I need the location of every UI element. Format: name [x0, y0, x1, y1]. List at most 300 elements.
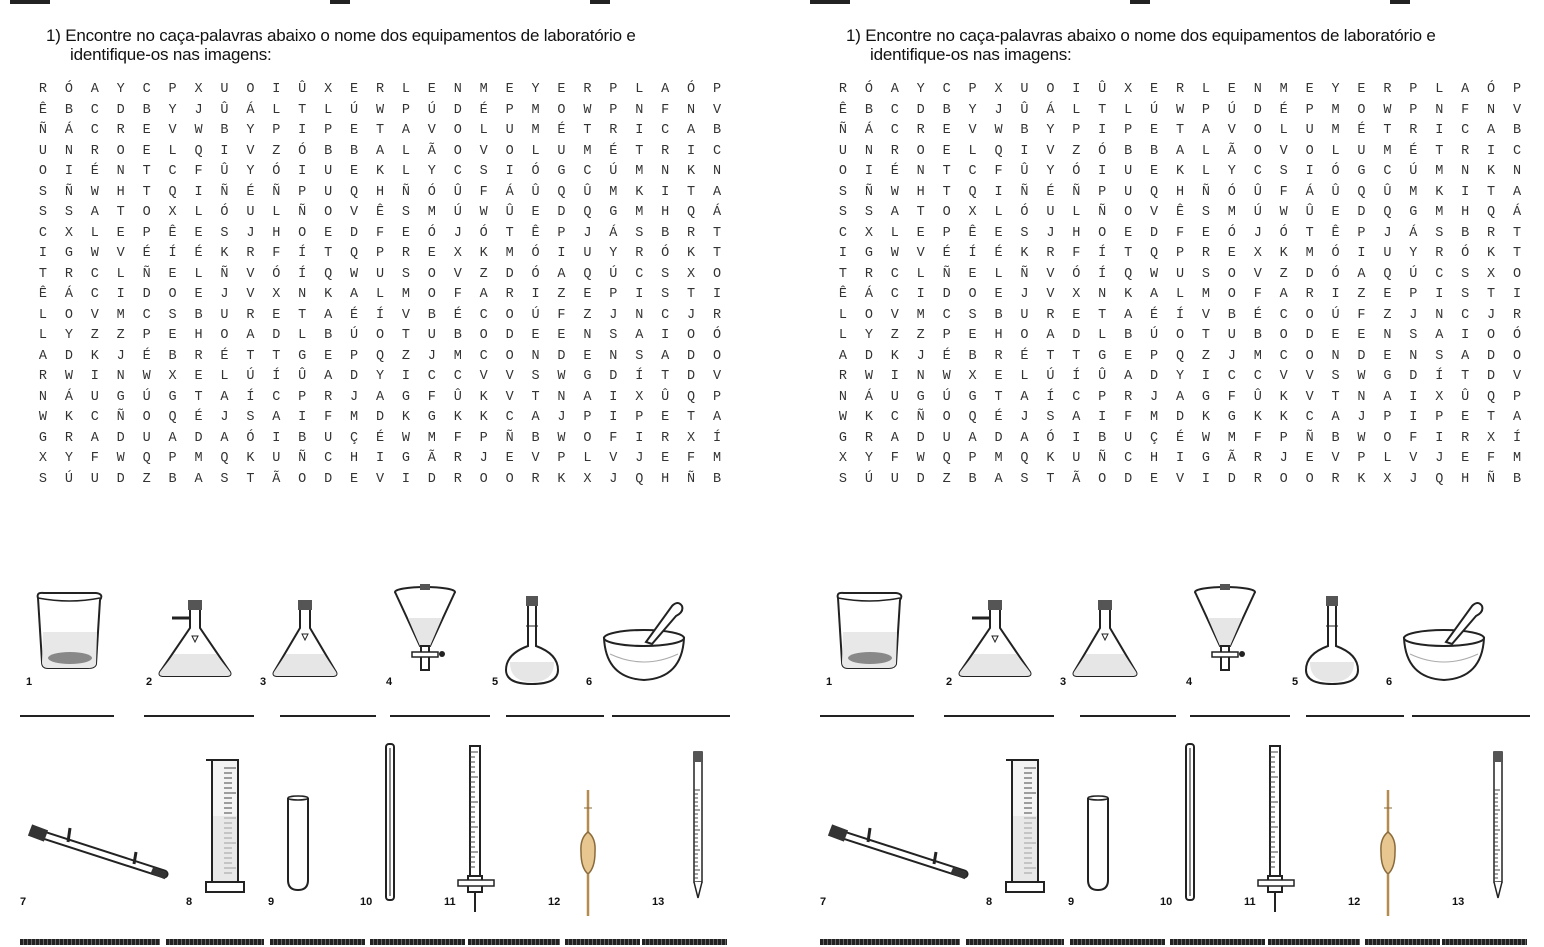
grid-letter: M — [427, 205, 436, 220]
grid-letter: L — [635, 82, 644, 97]
grid-letter: L — [1098, 328, 1107, 343]
grid-letter: O — [505, 143, 514, 159]
grid-letter: E — [116, 225, 125, 241]
grid-letter: D — [1253, 102, 1262, 118]
grid-letter: T — [916, 205, 925, 220]
grid-letter: X — [1383, 471, 1392, 487]
grid-letter: X — [1487, 430, 1496, 446]
separatory-funnel-icon — [1190, 584, 1260, 674]
grid-letter: D — [375, 410, 385, 425]
grid-letter: J — [609, 307, 618, 323]
grid-letter: K — [1175, 164, 1185, 179]
grid-letter: O — [1279, 471, 1288, 487]
grid-letter: Q — [994, 143, 1003, 159]
grid-letter: P — [1357, 451, 1366, 466]
grid-letter: Q — [1124, 266, 1133, 282]
grid-letter: U — [142, 430, 151, 446]
grid-letter: N — [916, 164, 925, 179]
grid-letter: W — [116, 451, 125, 466]
grid-letter: M — [1253, 348, 1262, 364]
grid-letter: M — [350, 410, 359, 425]
grid-letter: V — [1305, 369, 1314, 384]
grid-letter: G — [427, 410, 436, 425]
grid-letter: T — [531, 389, 540, 405]
grid-letter: C — [479, 348, 488, 364]
grid-letter: V — [116, 246, 125, 261]
grid-letter: Ú — [1150, 102, 1159, 118]
grid-letter: H — [1072, 225, 1081, 241]
grid-letter: D — [272, 328, 281, 343]
grid-letter: D — [64, 348, 73, 364]
grid-letter: Ê — [968, 225, 977, 241]
grid-letter: Ñ — [864, 184, 873, 200]
grid-letter: Û — [453, 389, 462, 405]
grid-letter: S — [661, 287, 670, 302]
grid-letter: T — [712, 246, 722, 261]
grid-letter: T — [942, 164, 951, 179]
grid-letter: X — [968, 205, 977, 220]
grid-letter: R — [864, 430, 873, 446]
grid-letter: O — [712, 266, 722, 282]
grid-letter: C — [890, 266, 899, 282]
grid-letter: Á — [864, 123, 873, 138]
grid-letter: V — [479, 369, 488, 384]
grid-letter: N — [1512, 164, 1522, 179]
grid-letter: Ó — [1046, 430, 1055, 446]
grid-letter: D — [1487, 348, 1496, 364]
grid-letter: J — [1150, 389, 1159, 405]
grid-letter: U — [1124, 184, 1133, 200]
grid-letter: D — [557, 205, 566, 220]
figure-number: 7 — [20, 896, 27, 908]
grid-letter: R — [609, 123, 618, 138]
grid-letter: I — [1512, 287, 1522, 302]
grid-letter: S — [220, 471, 229, 487]
grid-letter: A — [1201, 123, 1210, 138]
answer-line — [1170, 939, 1265, 945]
grid-letter: D — [505, 266, 514, 282]
grid-letter: L — [1175, 287, 1185, 302]
grid-letter: A — [1046, 328, 1055, 343]
grid-letter: K — [64, 410, 73, 425]
grid-letter: U — [942, 430, 951, 446]
figures-row-1 — [20, 580, 740, 690]
grid-letter: M — [194, 451, 203, 466]
grid-letter: É — [994, 246, 1003, 261]
grid-letter: A — [1124, 307, 1133, 323]
grid-letter: M — [505, 246, 514, 261]
grid-letter: M — [1512, 451, 1522, 466]
grid-letter: S — [838, 471, 848, 487]
grid-letter: O — [1512, 348, 1522, 364]
grid-letter: Ó — [661, 246, 670, 261]
grid-letter: Z — [1357, 287, 1366, 302]
grid-letter: Q — [350, 246, 359, 261]
grid-letter: Ó — [1072, 164, 1081, 179]
grid-letter: Q — [350, 184, 359, 200]
grid-letter: D — [194, 430, 203, 446]
figure-number: 10 — [1160, 896, 1173, 908]
figure-number: 13 — [1452, 896, 1465, 908]
grid-letter: K — [1020, 246, 1029, 261]
grid-letter: K — [890, 348, 899, 364]
grid-letter: F — [453, 430, 462, 446]
grid-letter: Ú — [1227, 102, 1236, 118]
figure-number: 6 — [586, 676, 593, 688]
word-search-grid — [30, 80, 730, 490]
grid-letter: Ú — [1409, 164, 1418, 179]
grid-letter: V — [350, 205, 359, 220]
grid-letter: U — [1175, 266, 1185, 282]
grid-letter: Û — [1020, 164, 1029, 179]
grid-letter: I — [1098, 123, 1107, 138]
grid-letter: T — [142, 164, 151, 179]
grid-letter: Û — [220, 102, 229, 118]
grid-letter: Z — [890, 328, 899, 343]
grid-letter: U — [505, 123, 514, 138]
grid-letter: V — [479, 143, 488, 159]
grid-letter: Ñ — [1020, 266, 1029, 282]
grid-letter: C — [968, 164, 977, 179]
grid-letter: F — [427, 389, 436, 405]
grid-letter: M — [1331, 123, 1340, 138]
grid-letter: O — [1227, 287, 1236, 302]
grid-letter: Y — [168, 102, 177, 118]
figure-number: 10 — [360, 896, 373, 908]
grid-letter: Ó — [1331, 164, 1340, 179]
question-line-2: identifique-os nas imagens: — [70, 45, 272, 64]
grid-letter: C — [942, 82, 951, 97]
grid-letter: D — [557, 348, 566, 364]
grid-letter: F — [1461, 102, 1470, 118]
grid-letter: Í — [298, 246, 307, 261]
grid-letter: V — [401, 307, 410, 323]
grid-letter: E — [350, 82, 359, 97]
grid-letter: Ú — [1409, 266, 1418, 282]
grid-letter: N — [1487, 102, 1496, 118]
grid-letter: Á — [1046, 102, 1055, 118]
grid-letter: Ê — [38, 102, 48, 118]
grid-letter: M — [427, 430, 436, 446]
grid-letter: É — [194, 246, 203, 261]
grid-letter: R — [38, 369, 48, 384]
grid-letter: E — [142, 143, 151, 159]
grid-letter: N — [116, 164, 125, 179]
grid-letter: P — [401, 102, 410, 118]
grid-letter: H — [994, 328, 1003, 343]
grid-letter: W — [864, 369, 873, 384]
grid-letter: I — [838, 246, 848, 261]
grid-letter: Q — [1357, 184, 1366, 200]
grid-letter: É — [246, 184, 255, 200]
grid-letter: O — [1253, 123, 1262, 138]
grid-letter: Y — [246, 164, 255, 179]
grid-letter: I — [1435, 430, 1444, 446]
grid-letter: O — [505, 307, 514, 323]
grid-letter: S — [1461, 287, 1470, 302]
grid-letter: E — [168, 266, 177, 282]
grid-letter: K — [635, 184, 644, 200]
grid-letter: R — [635, 246, 644, 261]
mortar-and-pestle-icon — [602, 598, 687, 683]
grid-letter: Ó — [1512, 328, 1522, 343]
grid-letter: A — [1072, 410, 1081, 425]
grid-letter: K — [1046, 451, 1055, 466]
grid-letter: J — [1020, 287, 1029, 302]
grid-letter: L — [194, 266, 203, 282]
grid-letter: Í — [1175, 307, 1185, 323]
figure-number: 9 — [268, 896, 275, 908]
grid-letter: W — [350, 266, 359, 282]
grid-letter: R — [864, 266, 873, 282]
grid-letter: M — [1331, 102, 1340, 118]
grid-letter: P — [298, 184, 307, 200]
grid-letter: P — [1409, 82, 1418, 97]
grid-letter: Q — [557, 184, 566, 200]
grid-letter: L — [1435, 82, 1444, 97]
grid-letter: M — [1227, 205, 1236, 220]
grid-letter: C — [427, 369, 436, 384]
grid-letter: N — [687, 102, 696, 118]
grid-letter: U — [1072, 451, 1081, 466]
grid-letter: M — [583, 143, 592, 159]
grid-letter: C — [90, 266, 99, 282]
grid-letter: M — [609, 184, 618, 200]
grid-letter: C — [838, 225, 848, 241]
test-tube-icon — [286, 796, 310, 892]
grid-letter: J — [1279, 451, 1288, 466]
grid-letter: C — [1253, 164, 1262, 179]
grid-letter: I — [375, 451, 385, 466]
grid-letter: R — [661, 143, 670, 159]
grid-letter: E — [427, 246, 436, 261]
grid-letter: P — [609, 82, 618, 97]
grid-letter: L — [272, 102, 281, 118]
grid-letter: Û — [1253, 389, 1262, 405]
grid-letter: A — [687, 123, 696, 138]
grid-letter: E — [1305, 451, 1314, 466]
grid-letter: S — [1201, 205, 1210, 220]
grid-letter: É — [1253, 307, 1262, 323]
grid-letter: A — [890, 205, 899, 220]
grid-letter: V — [609, 451, 618, 466]
grid-letter: P — [557, 225, 566, 241]
grid-letter: Ó — [479, 225, 488, 241]
grid-letter: K — [375, 164, 385, 179]
grid-letter: O — [1098, 471, 1107, 487]
grid-letter: E — [994, 225, 1003, 241]
grid-letter: P — [272, 123, 281, 138]
grid-letter: R — [1383, 82, 1392, 97]
grid-letter: Y — [531, 82, 540, 97]
grid-letter: H — [116, 184, 125, 200]
grid-letter: Ñ — [64, 184, 73, 200]
grid-letter: Á — [864, 287, 873, 302]
grid-letter: R — [838, 82, 848, 97]
grid-letter: L — [220, 369, 229, 384]
grid-letter: Ó — [1227, 225, 1236, 241]
answer-line — [1306, 715, 1404, 717]
grid-letter: É — [142, 348, 151, 364]
grid-letter: I — [1098, 410, 1107, 425]
grid-letter: X — [994, 82, 1003, 97]
grid-letter: X — [635, 389, 644, 405]
grid-letter: Ó — [531, 164, 540, 179]
grid-letter: J — [220, 410, 229, 425]
grid-letter: Z — [1383, 307, 1392, 323]
grid-letter: V — [246, 266, 255, 282]
grid-letter: S — [479, 164, 488, 179]
grid-letter: O — [968, 287, 977, 302]
grid-letter: T — [1046, 471, 1055, 487]
grid-letter: I — [916, 287, 925, 302]
grid-letter: Á — [1512, 205, 1522, 220]
grid-letter: I — [1487, 143, 1496, 159]
grid-letter: G — [557, 164, 566, 179]
grid-letter: F — [1175, 225, 1185, 241]
grid-letter: A — [1150, 287, 1159, 302]
grid-letter: W — [401, 430, 410, 446]
grid-letter: C — [890, 410, 899, 425]
grid-letter: P — [1512, 389, 1522, 405]
grid-letter: A — [220, 389, 229, 405]
grid-letter: I — [712, 287, 722, 302]
grid-letter: J — [1409, 471, 1418, 487]
word-search-grid — [830, 80, 1530, 490]
grid-letter: T — [505, 225, 514, 241]
grid-letter: B — [64, 102, 73, 118]
grid-letter: A — [1435, 328, 1444, 343]
grid-letter: F — [1124, 410, 1133, 425]
grid-letter: Á — [64, 389, 73, 405]
grid-letter: D — [1150, 225, 1159, 241]
grid-letter: W — [583, 102, 592, 118]
grid-letter: U — [1227, 328, 1236, 343]
grid-letter: M — [635, 205, 644, 220]
grid-letter: Ê — [1331, 225, 1340, 241]
grid-letter: E — [557, 328, 566, 343]
grid-letter: C — [583, 164, 592, 179]
grid-letter: S — [661, 266, 670, 282]
grid-letter: C — [453, 369, 462, 384]
answer-line — [144, 715, 254, 717]
grid-letter: É — [90, 164, 99, 179]
grid-letter: O — [298, 225, 307, 241]
grid-letter: E — [942, 143, 951, 159]
question-line-2: identifique-os nas imagens: — [870, 45, 1072, 64]
grid-letter: Ú — [609, 164, 618, 179]
grid-letter: P — [712, 82, 722, 97]
volumetric-pipette-icon — [578, 788, 598, 918]
kitasato-flask-icon — [954, 598, 1034, 678]
grid-letter: P — [1150, 348, 1159, 364]
grid-letter: H — [350, 451, 359, 466]
grid-letter: L — [38, 328, 48, 343]
grid-letter: É — [1279, 102, 1288, 118]
grid-letter: E — [1357, 82, 1366, 97]
grid-letter: T — [687, 287, 696, 302]
grid-letter: L — [583, 451, 592, 466]
grid-letter: Ó — [1098, 143, 1107, 159]
grid-letter: K — [1357, 471, 1366, 487]
grid-letter: Y — [609, 246, 618, 261]
grid-letter: O — [916, 143, 925, 159]
grid-letter: E — [1124, 225, 1133, 241]
grid-letter: J — [916, 348, 925, 364]
grid-letter: G — [968, 389, 977, 405]
grid-letter: Ú — [609, 266, 618, 282]
grid-letter: Û — [505, 205, 514, 220]
grid-letter: L — [194, 205, 203, 220]
grid-letter: É — [609, 143, 618, 159]
grid-letter: V — [916, 246, 925, 261]
grid-letter: Ú — [142, 389, 151, 405]
grid-letter: Ñ — [298, 205, 307, 220]
grid-letter: Ñ — [505, 430, 514, 446]
grid-letter: L — [38, 307, 48, 323]
grid-letter: Û — [1461, 389, 1470, 405]
grid-letter: K — [324, 287, 333, 302]
grid-letter: Ñ — [838, 123, 848, 138]
grid-letter: V — [1512, 369, 1522, 384]
grid-letter: I — [635, 430, 644, 446]
grid-letter: R — [1124, 389, 1133, 405]
grid-letter: P — [609, 102, 618, 118]
grid-letter: S — [64, 205, 73, 220]
grid-letter: P — [168, 82, 177, 97]
grid-letter: F — [687, 451, 696, 466]
grid-letter: I — [609, 389, 618, 405]
grid-letter: T — [635, 143, 644, 159]
grid-letter: Ñ — [1098, 205, 1107, 220]
grid-letter: L — [890, 225, 899, 241]
grid-letter: Z — [916, 328, 925, 343]
grid-letter: P — [324, 123, 333, 138]
grid-letter: V — [246, 143, 255, 159]
grid-letter: W — [194, 123, 203, 138]
grid-letter: U — [324, 430, 333, 446]
grid-letter: R — [916, 123, 925, 138]
grid-letter: M — [1383, 143, 1392, 159]
figures-row-2 — [20, 736, 740, 916]
volumetric-flask-icon — [502, 596, 562, 686]
grid-letter: X — [1072, 287, 1081, 302]
grid-letter: O — [427, 266, 436, 282]
grid-letter: K — [479, 246, 488, 261]
grid-letter: Ú — [453, 205, 462, 220]
grid-letter: F — [1227, 389, 1236, 405]
grid-letter: O — [1305, 348, 1314, 364]
grid-letter: X — [1253, 246, 1262, 261]
grid-letter: L — [116, 266, 125, 282]
grid-letter: B — [298, 430, 307, 446]
grid-letter: B — [324, 328, 333, 343]
grid-letter: B — [168, 471, 177, 487]
grid-letter: É — [375, 430, 385, 446]
grid-letter: N — [1435, 102, 1444, 118]
grid-letter: E — [968, 266, 977, 282]
grid-letter: L — [479, 123, 488, 138]
grid-letter: B — [1020, 123, 1029, 138]
grid-letter: I — [1201, 471, 1210, 487]
grid-letter: Q — [1150, 184, 1159, 200]
grid-letter: R — [375, 82, 385, 97]
grid-letter: Q — [687, 389, 696, 405]
grid-letter: Ó — [687, 82, 696, 97]
grid-letter: X — [272, 287, 281, 302]
grid-letter: A — [324, 369, 333, 384]
grid-letter: T — [142, 184, 151, 200]
